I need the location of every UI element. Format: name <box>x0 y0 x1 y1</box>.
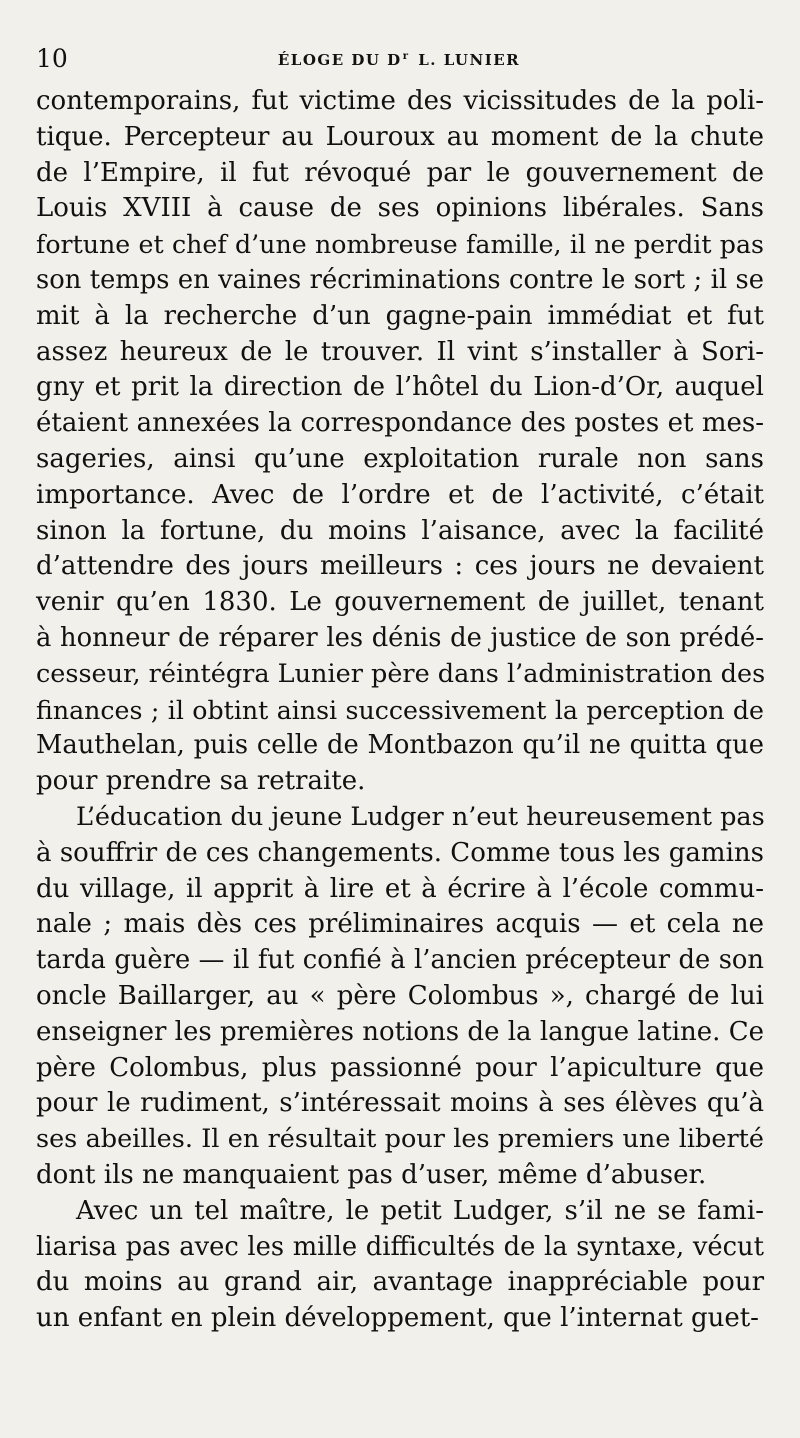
running-title-superscript: r <box>402 51 410 62</box>
text-line: un enfant en plein développement, que l’internat guet- <box>36 1303 759 1334</box>
running-head <box>36 44 762 74</box>
text-line: venir qu’en 1830. Le gouvernement de juillet, tenant <box>36 587 764 618</box>
text-line: pour prendre sa retraite. <box>36 766 366 797</box>
running-title-pre: ÉLOGE DU D <box>277 51 402 69</box>
text-line: mit à la recherche d’un gagne-pain immédiat et fut <box>36 300 764 331</box>
paragraph <box>36 1194 764 1337</box>
text-line: du village, il apprit à lire et à écrire à l’école commu- <box>36 873 764 904</box>
text-line: Avec un tel maître, le petit Ludger, s’il ne se fami- <box>76 1195 764 1226</box>
text-line: enseigner les premières notions de la langue latine. Ce <box>36 1016 764 1047</box>
running-title <box>36 51 762 69</box>
text-line: à honneur de réparer les dénis de justice de son prédé- <box>36 622 764 653</box>
paragraph <box>36 84 764 800</box>
text-line: du moins au grand air, avantage inappréciable pour <box>36 1267 764 1298</box>
text-line: à souffrir de ces changements. Comme tous les gamins <box>36 837 764 868</box>
text-line: assez heureux de le trouver. Il vint s’installer à Sori- <box>36 336 764 367</box>
text-line: Mauthelan, puis celle de Montbazon qu’il ne quitta que <box>36 730 764 761</box>
text-line: tarda guère — il fut confié à l’ancien précepteur de son <box>36 945 764 976</box>
text-line: cesseur, réintégra Lunier père dans l’administration des <box>36 658 766 689</box>
text-line: étaient annexées la correspondance des postes et mes- <box>36 408 764 439</box>
text-line: tique. Percepteur au Louroux au moment de la chute <box>36 121 764 152</box>
text-line: pour le rudiment, s’intéressait moins à ses élèves qu’à <box>36 1088 764 1119</box>
paragraph <box>36 800 764 1194</box>
page-number: 10 <box>36 44 68 73</box>
text-line: ses abeilles. Il en résultait pour les premiers une liberté <box>36 1124 764 1155</box>
text-line: oncle Baillarger, au « père Colombus », chargé de lui <box>36 980 764 1011</box>
text-line: de l’Empire, il fut révoqué par le gouvernement de <box>36 157 764 188</box>
text-line: liarisa pas avec les mille difficultés de la syntaxe, vécut <box>36 1231 764 1262</box>
body-text <box>36 84 764 1337</box>
text-line: finances ; il obtint ainsi successivement la perception de <box>36 695 764 725</box>
text-line: son temps en vaines récriminations contre le sort ; il se <box>36 264 764 295</box>
running-title-post: L. LUNIER <box>418 51 521 69</box>
text-line: père Colombus, plus passionné pour l’apiculture que <box>36 1052 764 1083</box>
text-line: importance. Avec de l’ordre et de l’activité, c’était <box>36 479 764 510</box>
text-line: gny et prit la direction de l’hôtel du Lion-d’Or, auquel <box>36 372 764 403</box>
text-line: d’attendre des jours meilleurs : ces jours ne devaient <box>36 551 764 582</box>
text-line: sageries, ainsi qu’une exploitation rurale non sans <box>36 443 764 474</box>
text-line: L’éducation du jeune Ludger n’eut heureusement pas <box>76 801 765 832</box>
text-line: dont ils ne manquaient pas d’user, même d’abuser. <box>36 1159 707 1190</box>
text-line: Louis XVIII à cause de ses opinions libérales. Sans <box>36 193 764 224</box>
text-line: nale ; mais dès ces préliminaires acquis — et cela ne <box>36 909 764 940</box>
text-line: contemporains, fut victime des vicissitudes de la poli- <box>36 86 764 116</box>
text-line: fortune et chef d’une nombreuse famille, il ne perdit pas <box>36 230 764 260</box>
text-line: sinon la fortune, du moins l’aisance, avec la facilité <box>36 515 764 546</box>
